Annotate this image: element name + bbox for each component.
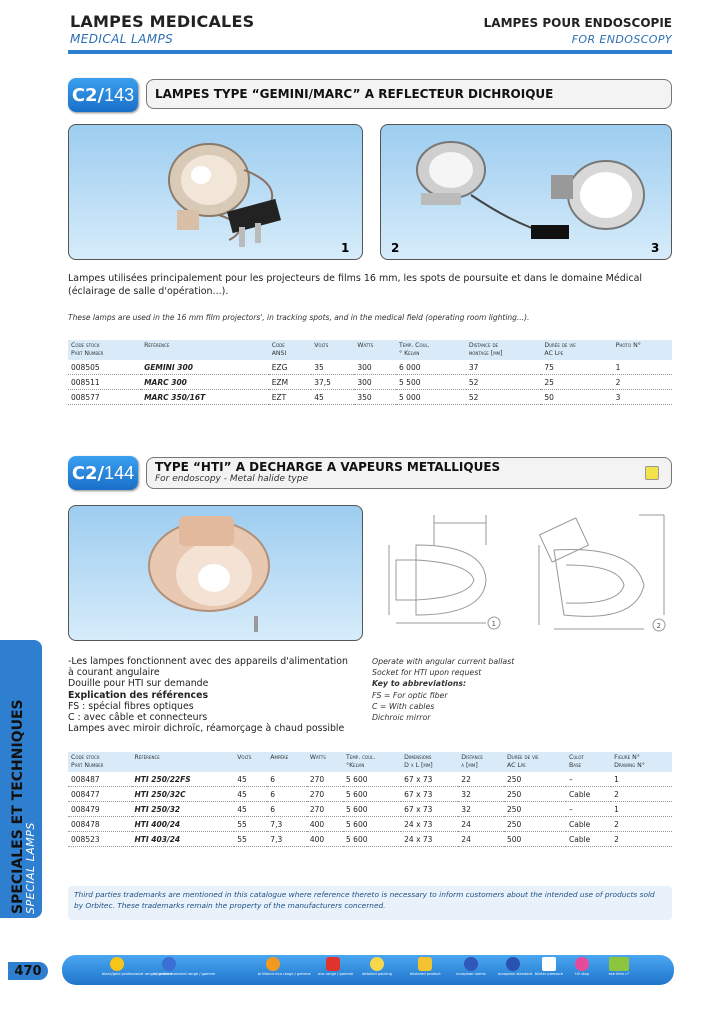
side-tab-subtitle: SPECIAL LAMPS (24, 822, 37, 914)
lamp-image-1 (69, 125, 363, 260)
section1-description-fr: Lampes utilisées principalement pour les projecteurs de films 16 mm, les spots de poursuite et dans le domaine Médical (éclairage de salle d'opération...). (68, 273, 643, 297)
cell: 1 (613, 360, 672, 375)
cell: 5 600 (343, 772, 401, 787)
section2-subtitle: For endoscopy - Metal halide type (155, 474, 308, 484)
cell: HTI 250/22FS (132, 772, 235, 787)
section2-badge-prefix: C2/ (71, 462, 105, 484)
cell: 2 (611, 817, 672, 832)
professional-range-icon (110, 957, 124, 971)
cell: 52 (466, 390, 542, 405)
european-norms-icon (464, 957, 478, 971)
cell: 008477 (68, 787, 132, 802)
cell: 400 (307, 817, 343, 832)
cell: 270 (307, 787, 343, 802)
legend-label: brilliance eco range / gamme (258, 972, 311, 976)
legend-item (604, 957, 634, 976)
cell: 3 (613, 390, 672, 405)
cell: 008511 (68, 375, 141, 390)
section1-badge-number: 143 (104, 84, 135, 105)
cell: 7,3 (267, 832, 307, 847)
legend-label: black/gold professional range / gamme (102, 972, 173, 976)
section1-description-en: These lamps are used in the 16 mm film projectors', in tracking spots, and in the medical field (operating room lighting...). (68, 313, 530, 322)
cell: 008487 (68, 772, 132, 787)
lamp-image-2-3 (381, 125, 672, 260)
legend-label: detailed packing (362, 972, 392, 976)
cell: 2 (611, 787, 672, 802)
cell: 24 (458, 832, 504, 847)
note-line: FS : spécial fibres optiques (68, 700, 194, 712)
cell: HTI 403/24 (132, 832, 235, 847)
cell: 67 x 73 (401, 802, 458, 817)
section2-notes-fr (68, 656, 373, 734)
cell: 1 (611, 802, 672, 817)
legend-item (498, 957, 533, 976)
cell: HTI 250/32C (132, 787, 235, 802)
section2-photo (68, 505, 363, 641)
side-category-tab (0, 640, 42, 918)
col-header: Volts (311, 340, 354, 360)
col-header: Code stock Part Number (68, 340, 141, 360)
cell: MARC 350/16T (141, 390, 269, 405)
section1-title: LAMPES TYPE “GEMINI/MARC” A REFLECTEUR DICHROIQUE (155, 87, 554, 101)
note-line: C : avec câble et connecteurs (68, 712, 208, 724)
col-header: Code stock Part Number (68, 752, 132, 772)
cell: 5 600 (343, 832, 401, 847)
cell: 67 x 73 (401, 772, 458, 787)
uv-stop-icon (575, 957, 589, 971)
cell: Cable (566, 817, 611, 832)
col-header: Culot Base (566, 752, 611, 772)
col-header: Figure N° Drawing N° (611, 752, 672, 772)
col-header: Durée de vie AC Lpe (541, 340, 612, 360)
section1-spec-table (68, 340, 672, 405)
cell: Cable (566, 787, 611, 802)
cell: 45 (234, 802, 267, 817)
section2-title: TYPE “HTI” A DECHARGE A VAPEURS METALLIQUES (155, 460, 501, 474)
header-rule (68, 50, 672, 54)
cell: EZM (269, 375, 312, 390)
cell: – (566, 802, 611, 817)
section2-badge (68, 456, 138, 490)
drawing-label-1: 1 (491, 620, 496, 628)
header-left-title: LAMPES MEDICALES (70, 12, 255, 31)
legend-label: european norms (456, 972, 486, 976)
note-line: Explication des références (68, 689, 209, 701)
cell: 32 (458, 787, 504, 802)
header-right-subtitle: FOR ENDOSCOPY (571, 33, 672, 46)
dimmable-icon (645, 466, 659, 480)
legend-item (258, 957, 311, 976)
cell: HTI 400/24 (132, 817, 235, 832)
section2-notes-en (372, 656, 672, 723)
table-header-row (68, 340, 672, 360)
cell: 350 (354, 390, 396, 405)
legend-item (567, 957, 597, 976)
cell: 008478 (68, 817, 132, 832)
cell: 25 (541, 375, 612, 390)
cell: 5 000 (396, 390, 466, 405)
cell: 008523 (68, 832, 132, 847)
packing-icon (370, 957, 384, 971)
section1-photo-2-3 (380, 124, 672, 260)
trademark-note: Third parties trademarks are mentioned in this catalogue where reference thereto is necessary to inform customers about the intended use of products sold by Orbitec. These trademarks remain the property of the manufacturers concerned. (68, 886, 672, 920)
cell: 45 (234, 787, 267, 802)
section1-badge-prefix: C2/ (71, 84, 105, 106)
col-header: Watts (354, 340, 396, 360)
cell: 1 (611, 772, 672, 787)
cell: 45 (311, 390, 354, 405)
cell: 250 (504, 772, 566, 787)
note-line: Socket for HTI upon request (372, 668, 482, 678)
table-row (68, 390, 672, 405)
legend-item (362, 957, 392, 976)
cell: 008479 (68, 802, 132, 817)
legend-item (456, 957, 486, 976)
col-header: Photo N° (613, 340, 672, 360)
table-row (68, 817, 672, 832)
cell: 5 600 (343, 787, 401, 802)
cell: GEMINI 300 (141, 360, 269, 375)
col-header: Temp. coul. °Kelvin (343, 752, 401, 772)
legend-label: blue line standard range / gamme (154, 972, 216, 976)
col-header: Code ANSI (269, 340, 312, 360)
note-line: C = With cables (372, 701, 435, 711)
cell: 24 (458, 817, 504, 832)
col-header: Durée de vie AC Lpe (504, 752, 566, 772)
european-standard-icon (506, 957, 520, 971)
col-header: Ampère (267, 752, 307, 772)
legend-item (318, 957, 354, 976)
cell: 2 (611, 832, 672, 847)
legend-label: blistered product (410, 972, 441, 976)
cell: 7,3 (267, 817, 307, 832)
col-header: Distance de montage [mm] (466, 340, 542, 360)
note-line: à courant angulaire (68, 667, 160, 679)
cell: 52 (466, 375, 542, 390)
cell: 75 (541, 360, 612, 375)
table-row (68, 360, 672, 375)
photo-label-1: 1 (341, 241, 350, 255)
cell: 6 (267, 802, 307, 817)
cell: Cable (566, 832, 611, 847)
footer-legend-bar (62, 955, 674, 985)
cell: 24 x 73 (401, 817, 458, 832)
table-row (68, 832, 672, 847)
section2-title-box (146, 457, 672, 489)
eco-range-icon (266, 957, 280, 971)
cell: 55 (234, 817, 267, 832)
section1-photo-1 (68, 124, 363, 260)
note-line: Douille pour HTI sur demande (68, 678, 209, 690)
cell: 32 (458, 802, 504, 817)
photo-label-3: 3 (651, 241, 660, 255)
cell: 2 (613, 375, 672, 390)
see-item-icon (609, 957, 629, 971)
hti-lamp-image (69, 506, 363, 641)
legend-item (410, 957, 440, 976)
technical-drawings (374, 505, 674, 645)
col-header: Volts (234, 752, 267, 772)
cell: 55 (234, 832, 267, 847)
cell: 5 500 (396, 375, 466, 390)
cell: 35 (311, 360, 354, 375)
drawing-label-2: 2 (656, 622, 661, 630)
cell: 5 600 (343, 802, 401, 817)
table-row (68, 375, 672, 390)
legend-label: european standard (498, 972, 533, 976)
note-line: -Les lampes fonctionnent avec des appareils d'alimentation (68, 656, 348, 667)
cell: 400 (307, 832, 343, 847)
cell: MARC 300 (141, 375, 269, 390)
cell: 37 (466, 360, 542, 375)
table-row (68, 772, 672, 787)
cell: 008577 (68, 390, 141, 405)
side-tab-title: SPECIALES ET TECHNIQUES (10, 699, 26, 914)
legend-label: eco range / gamme (318, 972, 354, 976)
cell: 250 (504, 802, 566, 817)
note-line: FS = For optic fiber (372, 690, 448, 700)
col-header: Dimensions D x L [mm] (401, 752, 458, 772)
cell: 6 (267, 787, 307, 802)
legend-item (154, 957, 216, 976)
legend-label: UV stop (575, 972, 589, 976)
table-header-row (68, 752, 672, 772)
col-header: Distance a [mm] (458, 752, 504, 772)
cell: – (566, 772, 611, 787)
cell: 270 (307, 772, 343, 787)
note-line: Operate with angular current ballast (372, 657, 515, 666)
cell: 500 (504, 832, 566, 847)
cell: 250 (504, 817, 566, 832)
page-number: 470 (8, 962, 48, 980)
cell: 50 (541, 390, 612, 405)
cell: EZT (269, 390, 312, 405)
note-line: Dichroic mirror (372, 713, 431, 723)
pressure-icon (542, 957, 556, 971)
header-left-subtitle: MEDICAL LAMPS (70, 32, 174, 46)
legend-item (534, 957, 564, 976)
cell: 67 x 73 (401, 787, 458, 802)
cell: 6 000 (396, 360, 466, 375)
cell: 300 (354, 360, 396, 375)
cell: EZG (269, 360, 312, 375)
cell: 45 (234, 772, 267, 787)
standard-range-icon (162, 957, 176, 971)
eco-badge-icon (326, 957, 340, 971)
section2-badge-number: 144 (104, 462, 135, 483)
col-header: Watts (307, 752, 343, 772)
header-right-title: LAMPES POUR ENDOSCOPIE (483, 16, 672, 30)
note-line: Key to abbreviations: (372, 679, 467, 689)
cell: 300 (354, 375, 396, 390)
col-header: Référence (132, 752, 235, 772)
col-header: Référence (141, 340, 269, 360)
cell: 5 600 (343, 817, 401, 832)
table-row (68, 802, 672, 817)
cell: 008505 (68, 360, 141, 375)
section1-badge (68, 78, 138, 112)
legend-label: blister pressure (535, 972, 563, 976)
section2-spec-table (68, 752, 672, 847)
photo-label-2: 2 (391, 241, 400, 255)
section2-drawings (374, 505, 674, 645)
legend-label: see item n° (608, 972, 630, 976)
legend-item (102, 957, 173, 976)
note-line: Lampes avec miroir dichroïc, réamorçage à chaud possible (68, 723, 345, 735)
cell: 37,5 (311, 375, 354, 390)
blister-product-icon (418, 957, 432, 971)
cell: 270 (307, 802, 343, 817)
cell: 24 x 73 (401, 832, 458, 847)
section1-title-box (146, 79, 672, 109)
col-header: Temp. Coul. ° Kelvin (396, 340, 466, 360)
cell: 6 (267, 772, 307, 787)
cell: 250 (504, 787, 566, 802)
table-row (68, 787, 672, 802)
cell: 22 (458, 772, 504, 787)
cell: HTI 250/32 (132, 802, 235, 817)
